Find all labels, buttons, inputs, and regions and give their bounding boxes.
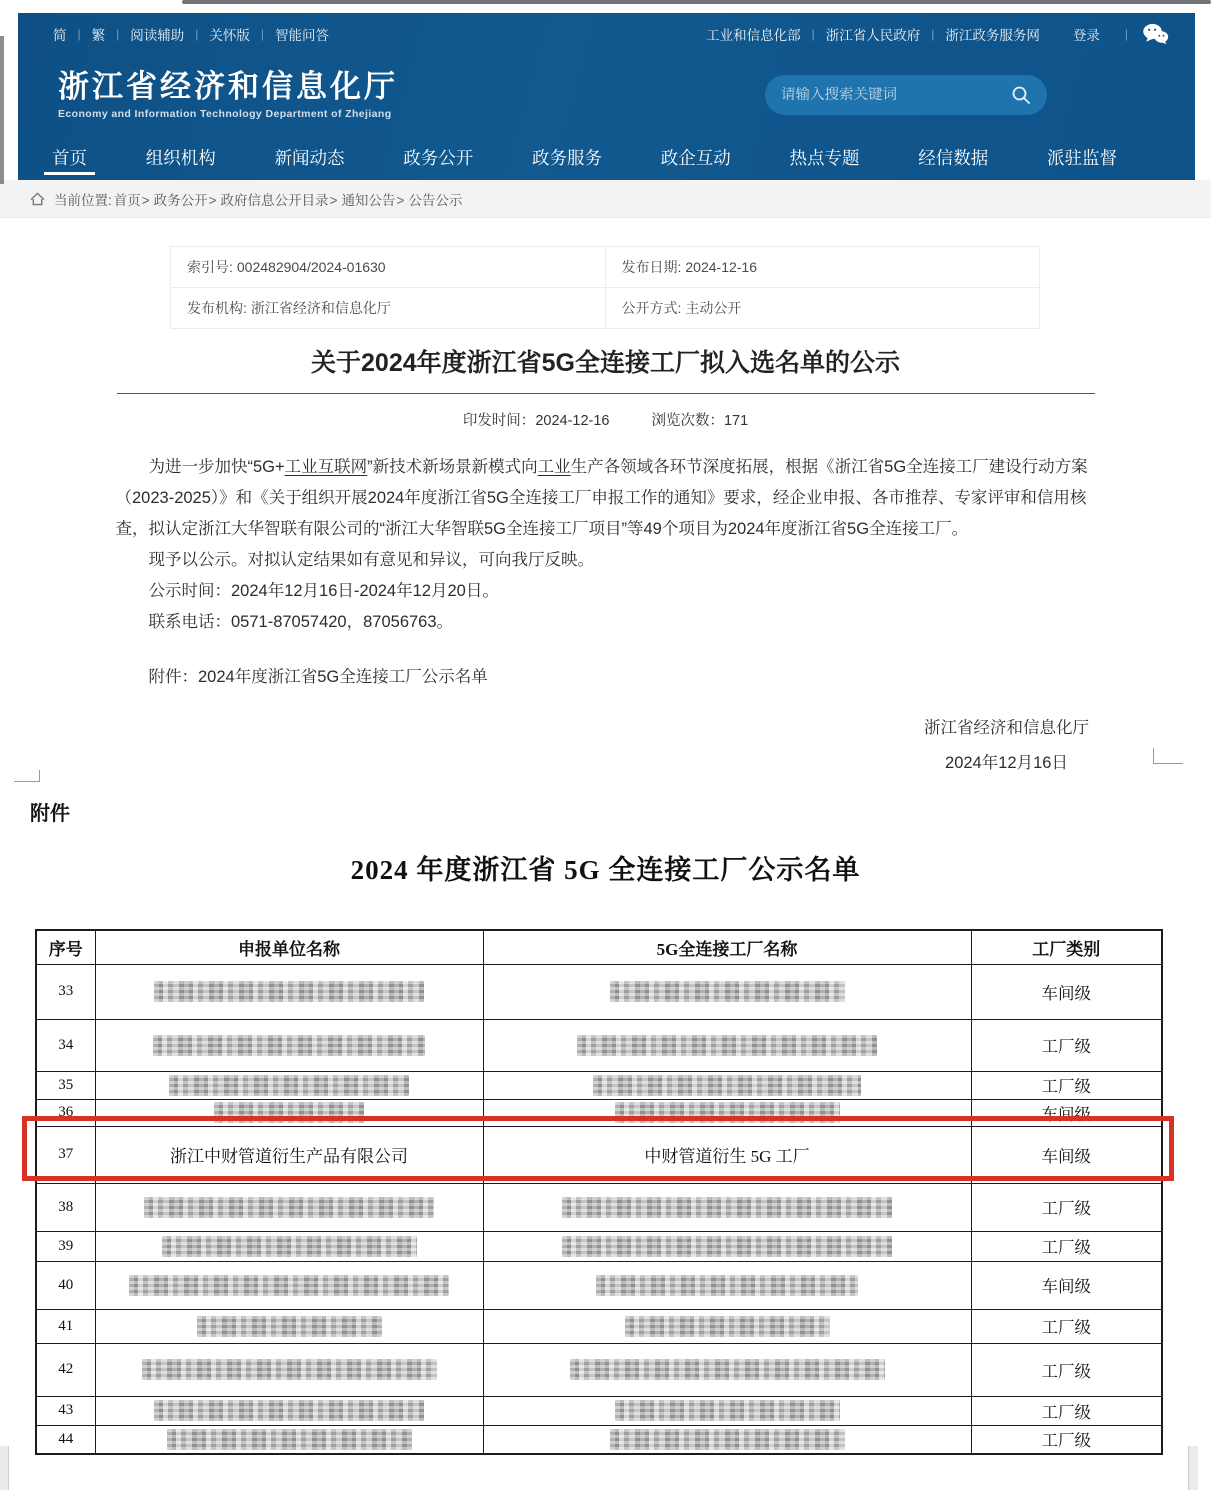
paragraph-text: 为进一步加快“5G+ <box>148 458 285 476</box>
factory-category: 工厂级 <box>971 1396 1162 1425</box>
keyword-link[interactable]: 工业互联网 <box>284 458 368 476</box>
redacted-factory-text <box>610 1429 845 1450</box>
paragraph-text: ”新技术新场景新模式向 <box>367 458 538 476</box>
factory-name-cell <box>483 1425 971 1454</box>
table-row <box>36 1309 1162 1343</box>
table-row <box>36 1183 1162 1231</box>
page-edge-left <box>0 1446 9 1490</box>
site-title: 浙江省经济和信息化厅 <box>58 68 398 104</box>
paragraph-text: 公示时间：2024年12月16日-2024年12月20日。 <box>148 582 499 600</box>
utility-bar <box>18 13 1195 55</box>
factory-category: 车间级 <box>971 964 1162 1019</box>
redacted-company-text <box>154 981 424 1002</box>
redacted-factory-text <box>562 1236 892 1257</box>
nav-item-首页[interactable]: 首页 <box>40 134 99 180</box>
redacted-factory-text <box>577 1035 877 1056</box>
meta-index <box>171 247 606 288</box>
search-input[interactable] <box>781 87 1011 103</box>
divider: | <box>116 27 120 41</box>
paragraph-2 <box>116 545 1096 576</box>
factory-name-cell <box>483 1071 971 1099</box>
nav-item-热点专题[interactable]: 热点专题 <box>789 147 860 168</box>
row-number: 42 <box>36 1343 95 1396</box>
views-label: 浏览次数： <box>651 413 724 429</box>
factory-name-cell <box>483 1231 971 1261</box>
topbar-link-智能问答[interactable]: 智能问答 <box>275 28 329 43</box>
article-body <box>116 452 1096 693</box>
divider: | <box>811 27 815 41</box>
wechat-icon[interactable] <box>1142 23 1169 45</box>
table-row <box>171 247 1040 288</box>
meta-date-value: 2024-12-16 <box>685 259 758 275</box>
factory-name-cell <box>483 964 971 1019</box>
utility-links-left <box>42 24 340 44</box>
factory-name-cell <box>483 1261 971 1309</box>
meta-mode-label: 公开方式: <box>621 300 682 316</box>
nav-item-经信数据[interactable]: 经信数据 <box>918 147 989 168</box>
redacted-company-text <box>144 1197 434 1218</box>
table-row <box>36 1071 1162 1099</box>
signature-date: 2024年12月16日 <box>945 754 1068 772</box>
nav-item-新闻动态[interactable]: 新闻动态 <box>274 147 345 168</box>
site-logo[interactable] <box>58 69 398 121</box>
paragraph-4 <box>116 607 1096 638</box>
paragraph-text: 生产各领域各环节深度拓展，根据《浙江省5G全连接工厂建设行动方案（2023-2025）》和《关于组织开展2024年度浙江省5G全连接工厂申报工作的通知》要求，经企业申报、各市推荐、专家评审和信用核查，拟认定浙江大华智联有限公司的“浙江大华智联5G全连接工厂项目”等49个项目为2024年度浙江省5G全连接工厂。 <box>115 458 1088 538</box>
paragraph-1 <box>116 452 1096 545</box>
redacted-factory-text <box>615 1400 840 1421</box>
redacted-factory-text <box>570 1359 885 1380</box>
column-header: 申报单位名称 <box>95 930 483 964</box>
company-name-cell <box>95 1309 483 1343</box>
topbar-link-关怀版[interactable]: 关怀版 <box>209 28 250 43</box>
table-row <box>36 1425 1162 1454</box>
topbar-link-繁[interactable]: 繁 <box>91 28 106 43</box>
breadcrumb-item-首页[interactable]: 首页 <box>113 192 141 208</box>
factory-category: 工厂级 <box>971 1231 1162 1261</box>
divider: | <box>77 27 81 41</box>
topbar-link-登录[interactable]: 登录 <box>1072 28 1100 43</box>
breadcrumb-separator: > <box>208 192 217 208</box>
factory-category: 工厂级 <box>971 1343 1162 1396</box>
divider: | <box>1124 27 1128 41</box>
factory-name-cell <box>483 1019 971 1071</box>
company-name-cell <box>95 1099 483 1126</box>
row-number: 39 <box>36 1231 95 1261</box>
table-row <box>36 1231 1162 1261</box>
company-name-cell <box>95 1183 483 1231</box>
meta-org <box>171 288 606 329</box>
topbar-link-工业和信息化部[interactable]: 工业和信息化部 <box>706 28 801 43</box>
company-name-cell <box>95 1396 483 1425</box>
topbar-link-阅读辅助[interactable]: 阅读辅助 <box>130 28 185 43</box>
paragraph-3 <box>116 576 1096 607</box>
nav-item-政务公开[interactable]: 政务公开 <box>403 147 474 168</box>
main-nav <box>18 134 1195 180</box>
redacted-factory-text <box>615 1102 840 1123</box>
breadcrumb-item-公告公示[interactable]: 公告公示 <box>408 192 463 208</box>
table-row <box>36 1261 1162 1309</box>
redacted-company-text <box>142 1359 437 1380</box>
paragraph-text: 联系电话：0571-87057420，87056763。 <box>148 613 454 631</box>
company-name-cell <box>95 1231 483 1261</box>
factory-name-cell <box>483 1396 971 1425</box>
meta-org-label: 发布机构: <box>187 300 247 316</box>
paragraph-text: 现予以公示。对拟认定结果如有意见和异议，可向我厅反映。 <box>148 551 594 569</box>
company-name-cell <box>95 1425 483 1454</box>
row-number: 37 <box>36 1126 95 1183</box>
nav-item-派驻监督[interactable]: 派驻监督 <box>1047 147 1117 168</box>
company-name-cell <box>95 1343 483 1396</box>
row-number: 34 <box>36 1019 95 1071</box>
factory-category: 工厂级 <box>971 1425 1162 1454</box>
column-header: 工厂类别 <box>971 930 1162 964</box>
company-name-cell <box>95 1261 483 1309</box>
meta-index-value: 002482904/2024-01630 <box>236 259 386 275</box>
table-header-row <box>36 930 1162 964</box>
divider: | <box>931 27 935 41</box>
table-row <box>36 1343 1162 1396</box>
home-icon[interactable] <box>30 192 45 206</box>
meta-index-label: 索引号: <box>187 259 233 275</box>
nav-item-组织机构[interactable]: 组织机构 <box>145 147 216 168</box>
utility-links-right <box>695 23 1169 45</box>
signature-block <box>0 711 1089 781</box>
redacted-company-text <box>197 1316 382 1337</box>
table-row <box>171 288 1040 329</box>
factory-category: 工厂级 <box>971 1019 1162 1071</box>
meta-publish-date <box>605 247 1040 288</box>
table-row <box>36 1396 1162 1425</box>
factory-name-cell <box>483 1099 971 1126</box>
redacted-company-text <box>169 1075 409 1096</box>
print-time-value: 2024-12-16 <box>535 413 610 429</box>
table-row <box>36 964 1162 1019</box>
breadcrumb-separator: > <box>329 192 338 208</box>
factory-name-cell: 中财管道衍生 5G 工厂 <box>483 1126 971 1183</box>
column-header: 5G全连接工厂名称 <box>483 930 971 964</box>
paragraph-text: 附件：2024年度浙江省5G全连接工厂公示名单 <box>148 668 488 686</box>
signature-org: 浙江省经济和信息化厅 <box>924 719 1089 737</box>
redacted-company-text <box>154 1400 424 1421</box>
redacted-factory-text <box>562 1197 892 1218</box>
publish-info <box>0 409 1211 430</box>
company-name-cell: 浙江中财管道衍生产品有限公司 <box>95 1126 483 1183</box>
meta-mode <box>605 288 1040 329</box>
company-name-cell <box>95 964 483 1019</box>
search-icon[interactable] <box>1011 85 1031 105</box>
topbar-link-浙江政务服务网[interactable]: 浙江政务服务网 <box>945 28 1040 43</box>
factory-category: 车间级 <box>971 1099 1162 1126</box>
meta-date-label: 发布日期: <box>621 259 682 275</box>
factory-name-cell <box>483 1309 971 1343</box>
nav-item-政企互动[interactable]: 政企互动 <box>660 147 731 168</box>
row-number: 33 <box>36 964 95 1019</box>
breadcrumb-prefix: 当前位置: <box>54 192 112 208</box>
site-header <box>18 13 1195 180</box>
factory-name-cell <box>483 1183 971 1231</box>
factory-category: 车间级 <box>971 1126 1162 1183</box>
company-name-cell <box>95 1019 483 1071</box>
views-value: 171 <box>723 413 749 429</box>
row-number: 38 <box>36 1183 95 1231</box>
row-number: 35 <box>36 1071 95 1099</box>
redacted-company-text <box>162 1236 417 1257</box>
breadcrumb-separator: > <box>141 192 150 208</box>
company-name-cell <box>95 1071 483 1099</box>
search-box[interactable] <box>765 75 1047 115</box>
site-title-en: Economy and Information Technology Department of Zhejiang <box>58 108 392 121</box>
column-header: 序号 <box>36 930 95 964</box>
row-number: 40 <box>36 1261 95 1309</box>
breadcrumb-item-政务公开[interactable]: 政务公开 <box>153 192 208 208</box>
row-number: 41 <box>36 1309 95 1343</box>
keyword-link[interactable]: 工业 <box>537 458 571 476</box>
meta-mode-value: 主动公开 <box>685 300 742 316</box>
print-time-label: 印发时间： <box>462 413 536 429</box>
paragraph-5 <box>116 662 1096 693</box>
meta-org-value: 浙江省经济和信息化厅 <box>250 300 391 316</box>
roster-table <box>35 929 1163 1455</box>
divider: | <box>195 27 199 41</box>
row-number: 43 <box>36 1396 95 1425</box>
table-row <box>36 1019 1162 1071</box>
redacted-company-text <box>129 1275 449 1296</box>
redacted-company-text <box>214 1102 364 1123</box>
factory-name-cell <box>483 1343 971 1396</box>
page-title: 关于2024年度浙江省5G全连接工厂拟入选名单的公示 <box>311 349 900 377</box>
breadcrumb-separator: > <box>396 192 405 208</box>
redacted-factory-text <box>610 981 845 1002</box>
redacted-factory-text <box>593 1075 861 1096</box>
divider: | <box>260 27 264 41</box>
screenshot-top-edge <box>182 0 1211 4</box>
row-number: 36 <box>36 1099 95 1126</box>
factory-category: 工厂级 <box>971 1183 1162 1231</box>
redacted-factory-text <box>625 1316 830 1337</box>
factory-category: 工厂级 <box>971 1309 1162 1343</box>
attachment-table-title: 2024 年度浙江省 5G 全连接工厂公示名单 <box>350 855 861 885</box>
page-corner-mark <box>1153 748 1183 764</box>
document-meta-table <box>170 246 1040 329</box>
title-divider <box>117 393 1095 394</box>
redacted-company-text <box>167 1429 412 1450</box>
topbar-link-浙江省人民政府[interactable]: 浙江省人民政府 <box>825 28 921 43</box>
attachment-label: 附件 <box>30 803 70 825</box>
factory-category: 工厂级 <box>971 1071 1162 1099</box>
table-row <box>36 1099 1162 1126</box>
page-edge-right <box>1188 1446 1198 1490</box>
factory-category: 车间级 <box>971 1261 1162 1309</box>
redacted-factory-text <box>596 1275 858 1296</box>
breadcrumb-items <box>114 189 463 209</box>
row-number: 44 <box>36 1425 95 1454</box>
breadcrumb-item-政府信息公开目录[interactable]: 政府信息公开目录 <box>220 192 329 208</box>
utility-links-right-group <box>695 24 1111 44</box>
breadcrumb <box>0 180 1211 218</box>
roster-table-wrap <box>35 929 1161 1455</box>
topbar-link-简[interactable]: 简 <box>53 28 67 43</box>
table-row <box>36 1126 1162 1183</box>
page-corner-mark <box>14 770 40 782</box>
nav-item-政务服务[interactable]: 政务服务 <box>532 147 602 168</box>
screenshot-left-edge <box>0 36 4 184</box>
breadcrumb-item-通知公告[interactable]: 通知公告 <box>341 192 396 208</box>
masthead <box>18 55 1195 134</box>
redacted-company-text <box>153 1035 425 1056</box>
